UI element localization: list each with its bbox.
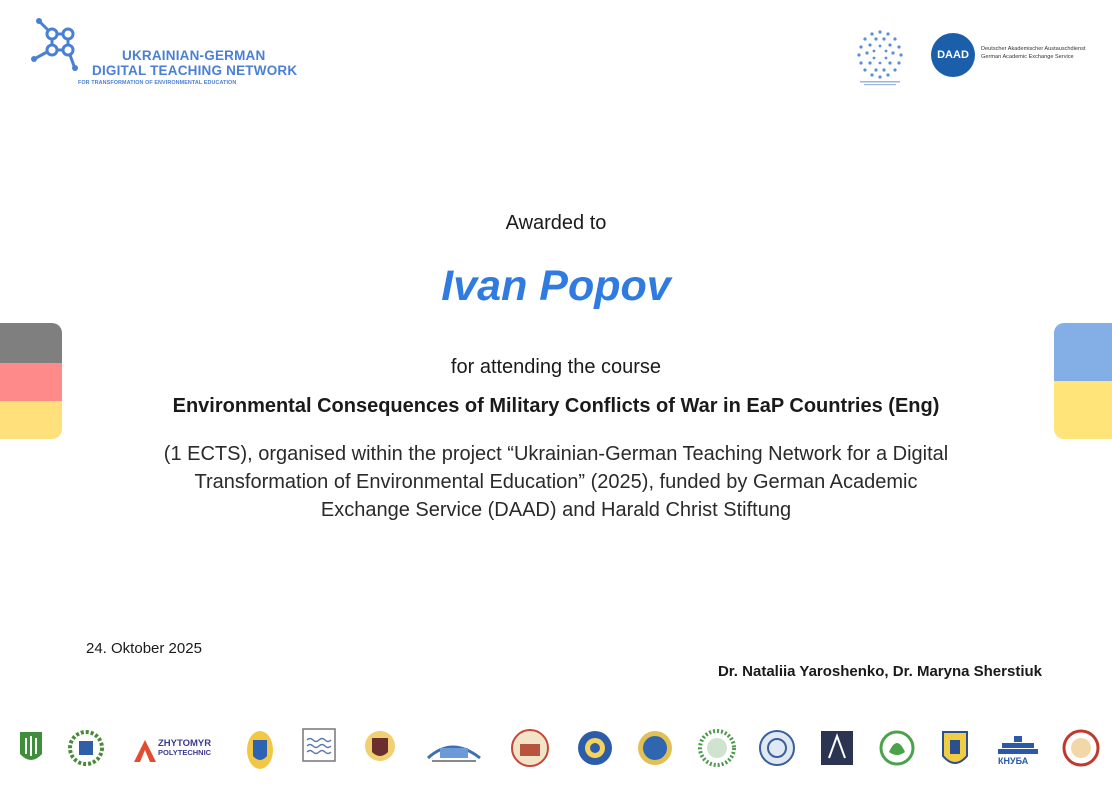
description-line: (1 ECTS), organised within the project “Ukrainian-German Teaching Network for a Digital (163, 443, 949, 465)
zhytomyr-line1: ZHYTOMYR (158, 738, 212, 749)
harald-christ-logo (852, 26, 908, 86)
partner-wreath-icon (66, 728, 106, 768)
course-title: Environmental Consequences of Military Conflicts of War in EaP Countries (Eng) (172, 395, 940, 417)
zhytomyr-text (158, 739, 211, 757)
network-logo-title (92, 48, 297, 78)
partner-seal-red-icon (1062, 728, 1100, 768)
partner-round-blue-icon (576, 728, 614, 768)
attending-label: for attending the course (450, 356, 662, 378)
partner-round-gold-icon (636, 728, 674, 768)
daad-name-line2: German Academic Exchange Service (981, 54, 1074, 60)
description-line: Exchange Service (DAAD) and Harald Christ Stiftung (320, 499, 792, 521)
knuba-text: КНУБА (998, 756, 1029, 766)
dotted-sphere-icon (852, 26, 908, 86)
network-logo (30, 18, 300, 90)
awarded-to-label: Awarded to (505, 212, 607, 234)
zhytomyr-line2: POLYTECHNIC (158, 748, 212, 757)
network-logo-line2: DIGITAL TEACHING NETWORK (92, 63, 298, 78)
partner-university-icon (422, 728, 486, 768)
course-description (0, 440, 1112, 524)
germany-flag (0, 323, 62, 439)
partner-zhytomyr-logo (132, 738, 222, 768)
partner-shield-yellow-icon (940, 728, 970, 772)
issue-date: 24. Oktober 2025 (86, 640, 202, 657)
partner-shield-green-icon (18, 728, 44, 768)
ukraine-flag (1054, 323, 1112, 439)
partner-seal-blue-icon (758, 728, 796, 768)
network-logo-line1: UKRAINIAN-GERMAN (122, 48, 266, 63)
daad-name (981, 45, 1085, 61)
knuba-building-icon (998, 736, 1038, 756)
partner-seal-green-icon (698, 728, 736, 768)
zhytomyr-triangle-icon (132, 738, 158, 764)
partner-knuba-logo (996, 736, 1040, 768)
recipient-name: Ivan Popov (441, 262, 671, 310)
partner-leaf-icon (878, 728, 916, 768)
signatories: Dr. Nataliia Yaroshenko, Dr. Maryna Sherstiuk (717, 663, 1042, 680)
partner-emblem-icon (362, 728, 398, 768)
daad-badge: DAAD (931, 33, 975, 77)
daad-name-line1: Deutscher Akademischer Austauschdienst (981, 46, 1086, 52)
partner-waves-icon (302, 728, 336, 762)
description-line: Transformation of Environmental Education” (2025), funded by German Academic (194, 471, 918, 493)
partner-square-dark-icon (818, 728, 856, 768)
partner-building-icon (508, 728, 552, 768)
network-molecule-icon (30, 18, 90, 78)
network-logo-tagline: FOR TRANSFORMATION OF ENVIRONMENTAL EDUCATION (78, 80, 237, 86)
partner-logos (0, 728, 1112, 778)
partner-crest-icon (244, 728, 276, 772)
